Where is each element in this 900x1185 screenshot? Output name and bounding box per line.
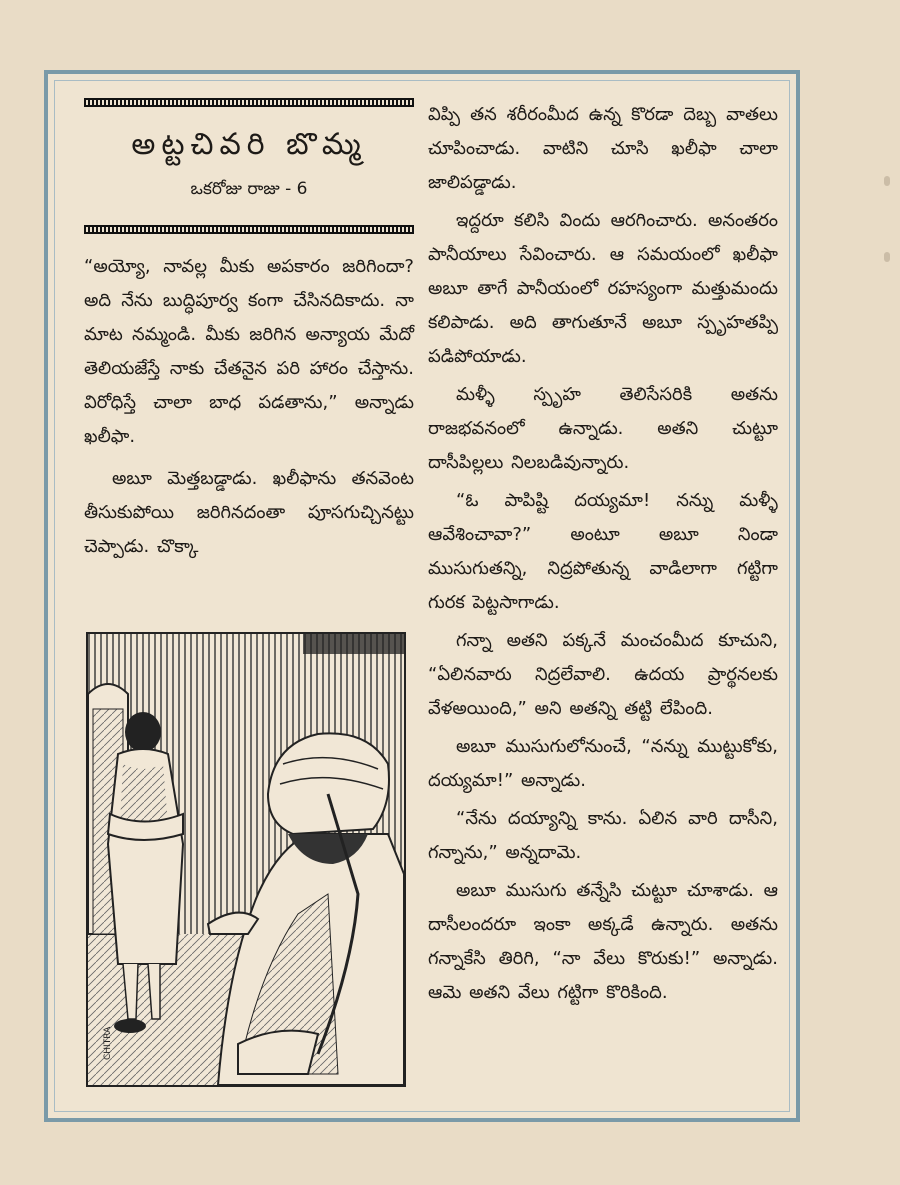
- right-column: [428, 98, 778, 1010]
- right-paragraph: అబూ ముసుగు తన్నేసి చుట్టూ చూశాడు. ఆ దాసీలందరూ ఇంకా అక్కడే ఉన్నారు. అతను గన్నాకేసి తిరిగి, “నా వేలు కొరుకు!” అన్నాడు. ఆమె అతని వేలు గట్టిగా కొరికింది.: [428, 880, 778, 1003]
- header-rule-bottom: [84, 225, 414, 234]
- right-paragraph: ఇద్దరూ కలిసి విందు ఆరగించారు. అనంతరం పానీయాలు సేవించారు. ఆ సమయంలో ఖలీఫా అబూ తాగే పానీయంలో రహస్యంగా మత్తుమందు కలిపాడు. అది తాగుతూనే అబూ స్పృహతప్పి పడిపోయాడు.: [428, 210, 778, 367]
- punch-hole: [884, 176, 890, 186]
- left-paragraph: అబూ మెత్తబడ్డాడు. ఖలీఫాను తనవెంట తీసుకుపోయి జరిగినదంతా పూసగుచ్చినట్టు చెప్పాడు. చొక్కా: [84, 468, 414, 557]
- left-paragraph: “అయ్యో, నావల్ల మీకు అపకారం జరిగిందా? అది నేను బుద్ధిపూర్వ కంగా చేసినదికాదు. నా మాట నమ్మండి. మీకు జరిగిన అన్యాయ మేదో తెలియజేస్తే నాకు చేతనైన పరి హారం చేస్తాను. విరోధిస్తే చాలా బాధ పడతాను,” అన్నాడు ఖలీఫా.: [84, 256, 414, 447]
- right-paragraph: మళ్ళీ స్పృహ తెలిసేసరికి అతను రాజభవనంలో ఉన్నాడు. అతని చుట్టూ దాసీపిల్లలు నిలబడివున్నారు.: [428, 384, 778, 473]
- left-column: [84, 98, 414, 564]
- article-subtitle: ఒకరోజు రాజు - 6: [190, 179, 308, 199]
- punch-hole: [884, 252, 890, 262]
- right-paragraph: విప్పి తన శరీరంమీద ఉన్న కొరడా దెబ్బ వాతలు చూపించాడు. వాటిని చూసి ఖలీఫా చాలా జాలిపడ్డాడు.: [428, 104, 778, 193]
- article-title: అట్టచివరి బొమ్మ: [131, 127, 367, 162]
- right-paragraph: గన్నా అతని పక్కనే మంచంమీద కూచుని, “ఏలినవారు నిద్రలేవాలి. ఉదయ ప్రార్థనలకు వేళఅయింది,” అని అతన్ని తట్టి లేపింది.: [428, 630, 778, 719]
- story-illustration: [86, 632, 406, 1087]
- right-paragraph: “ఓ పాపిష్టి దయ్యమా! నన్ను మళ్ళీ ఆవేశించావా?” అంటూ అబూ నిండా ముసుగుతన్ని, నిద్రపోతున్న వాడిలాగా గట్టిగా గురక పెట్టసాగాడు.: [428, 490, 778, 613]
- right-paragraph: అబూ ముసుగులోనుంచే, “నన్ను ముట్టుకోకు, దయ్యమా!” అన్నాడు.: [428, 736, 778, 791]
- header-rule-top: [84, 98, 414, 107]
- right-paragraph: “నేను దయ్యాన్ని కాను. ఏలిన వారి దాసీని, గన్నాను,” అన్నదామె.: [428, 808, 778, 863]
- artist-signature: CHITRA: [103, 1026, 113, 1060]
